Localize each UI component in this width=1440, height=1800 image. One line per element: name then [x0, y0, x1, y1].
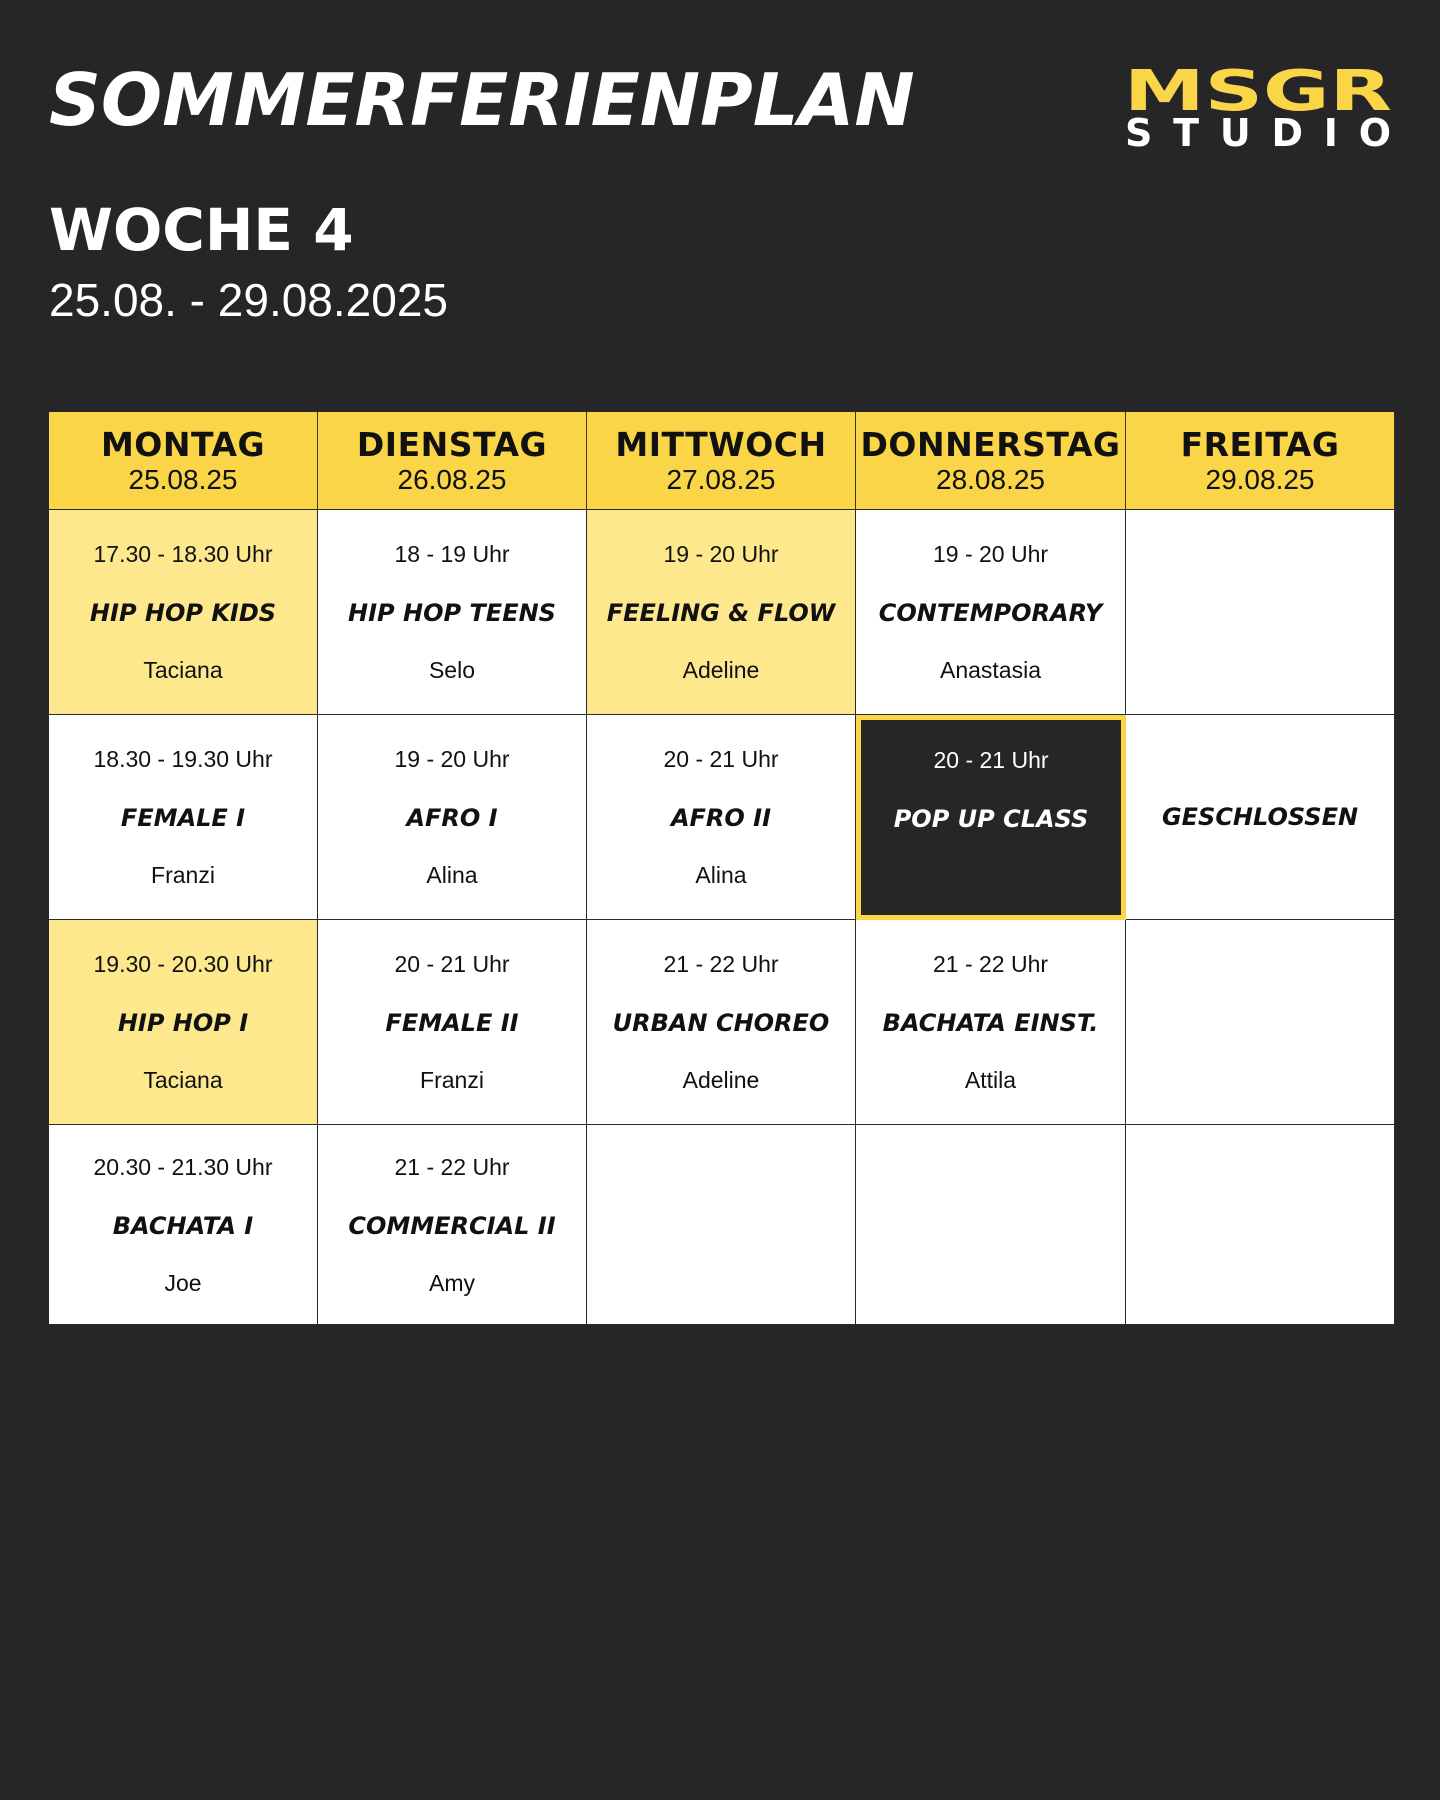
class-slot [49, 1125, 318, 1325]
teacher-name: Taciana [143, 657, 223, 683]
class-name: HIP HOP KIDS [89, 599, 277, 627]
studio-logo [1124, 64, 1394, 148]
day-name: FREITAG [1180, 424, 1340, 464]
day-name: MONTAG [100, 424, 266, 464]
class-time: 20.30 - 21.30 Uhr [93, 1154, 273, 1180]
class-slot [587, 920, 856, 1125]
empty-slot [587, 1125, 856, 1325]
teacher-name: Anastasia [939, 657, 1041, 683]
class-name: GESCHLOSSEN [1161, 803, 1359, 831]
day-header-dienstag [318, 412, 587, 510]
class-time: 17.30 - 18.30 Uhr [93, 541, 273, 567]
class-name: COMMERCIAL II [348, 1212, 556, 1240]
day-header-freitag [1126, 412, 1395, 510]
class-slot [49, 920, 318, 1125]
logo-line-1: MSGR [1124, 64, 1392, 124]
class-name: FEELING & FLOW [606, 599, 836, 627]
class-slot [49, 715, 318, 920]
class-name: FEMALE II [385, 1009, 519, 1037]
empty-slot [1126, 920, 1395, 1125]
class-time: 18 - 19 Uhr [394, 541, 510, 567]
teacher-name: Joe [164, 1270, 202, 1296]
class-slot [856, 510, 1126, 715]
class-name: BACHATA I [112, 1212, 254, 1240]
class-time: 19 - 20 Uhr [663, 541, 779, 567]
teacher-name: Amy [429, 1270, 475, 1296]
class-slot [318, 920, 587, 1125]
class-name: URBAN CHOREO [612, 1009, 830, 1037]
day-date: 27.08.25 [666, 463, 776, 495]
empty-slot [1126, 1125, 1395, 1325]
class-slot [856, 715, 1126, 920]
class-time: 21 - 22 Uhr [394, 1154, 510, 1180]
class-name: BACHATA EINST. [882, 1009, 1099, 1037]
day-date: 29.08.25 [1205, 463, 1315, 495]
day-date: 28.08.25 [936, 463, 1045, 495]
closed-slot [1126, 715, 1395, 920]
class-slot [49, 510, 318, 715]
empty-slot [856, 1125, 1126, 1325]
day-header-donnerstag [856, 412, 1126, 510]
teacher-name: Franzi [151, 862, 215, 888]
logo-line-2: STUDIO [1125, 111, 1391, 148]
teacher-name: Franzi [420, 1067, 484, 1093]
class-slot [318, 715, 587, 920]
day-date: 26.08.25 [397, 463, 507, 495]
class-time: 19 - 20 Uhr [932, 541, 1049, 567]
class-name: AFRO II [670, 804, 772, 832]
class-time: 21 - 22 Uhr [663, 951, 779, 977]
class-time: 20 - 21 Uhr [933, 747, 1049, 773]
teacher-name: Adeline [682, 1067, 760, 1093]
class-name: POP UP CLASS [893, 805, 1089, 833]
week-label: WOCHE 4 [49, 196, 354, 264]
class-name: CONTEMPORARY [878, 599, 1103, 627]
day-header-mittwoch [587, 412, 856, 510]
class-time: 19 - 20 Uhr [394, 746, 510, 772]
teacher-name: Selo [428, 657, 476, 683]
teacher-name: Adeline [682, 657, 760, 683]
day-name: MITTWOCH [615, 424, 827, 464]
class-name: HIP HOP I [117, 1009, 249, 1037]
empty-slot [1126, 510, 1395, 715]
page-title: SOMMERFERIENPLAN [49, 58, 915, 142]
teacher-name: Taciana [143, 1067, 223, 1093]
class-name: AFRO I [406, 804, 498, 832]
week-date-range: 25.08. - 29.08.2025 [49, 274, 448, 326]
day-name: DONNERSTAG [860, 424, 1121, 464]
class-time: 20 - 21 Uhr [663, 746, 779, 772]
class-time: 20 - 21 Uhr [394, 951, 510, 977]
class-time: 21 - 22 Uhr [932, 951, 1049, 977]
day-date: 25.08.25 [128, 463, 238, 495]
day-name: DIENSTAG [356, 424, 548, 464]
class-time: 18.30 - 19.30 Uhr [93, 746, 273, 772]
class-slot [587, 510, 856, 715]
class-name: HIP HOP TEENS [348, 599, 556, 627]
teacher-name: Alina [426, 862, 478, 888]
teacher-name: Attila [964, 1067, 1017, 1093]
class-name: FEMALE I [120, 804, 246, 832]
teacher-name: Alina [695, 862, 747, 888]
day-header-montag [49, 412, 318, 510]
schedule-table [49, 412, 1395, 1325]
class-slot [587, 715, 856, 920]
class-slot [318, 510, 587, 715]
class-time: 19.30 - 20.30 Uhr [93, 951, 273, 977]
class-slot [318, 1125, 587, 1325]
class-slot [856, 920, 1126, 1125]
